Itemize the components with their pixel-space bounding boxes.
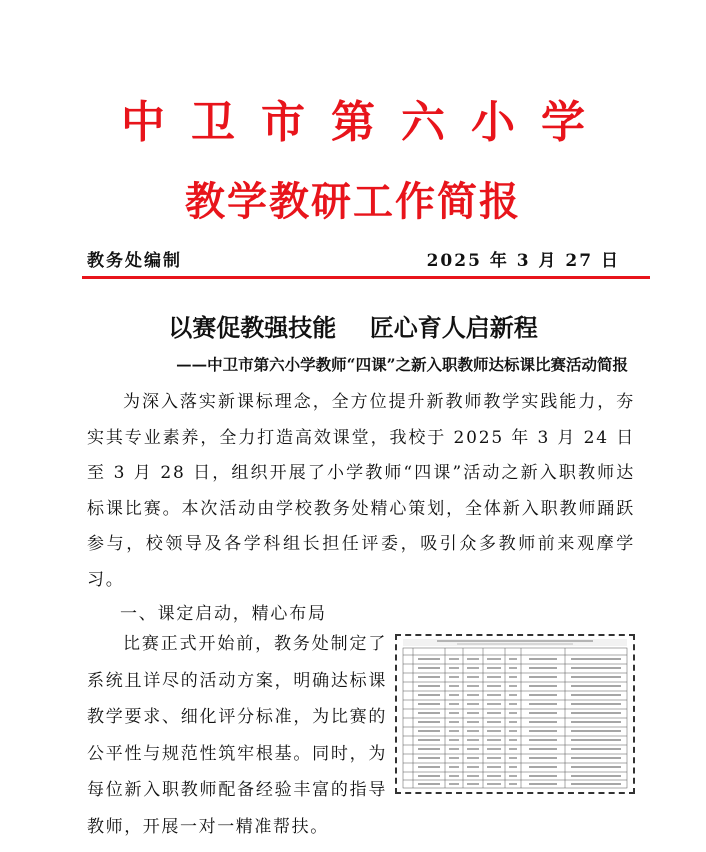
section-heading-1: 一、课定启动，精心布局 [120,604,327,624]
editor-label: 教务处编制 [87,251,182,271]
issue-date: 2025 年 3 月 27 日 [426,251,620,271]
article-subheadline: ——中卫市第六小学教师“四课”之新入职教师达标课比赛活动简报 [176,355,628,374]
bulletin-title: 教学教研工作简报 [185,178,521,225]
header-divider [82,276,650,279]
article-paragraph-1: 为深入落实新课标理念，全方位提升新教师教学实践能力，夯实其专业素养，全力打造高效课堂，我校于 2025 年 3 月 24 日至 3 月 28 日，组织开展了小学教师“四课”活动之新入职教师达标课比赛。本次活动由学校教务处精心策划，全体新入职教师踊跃参与，校领导及各学科组长担任评委，吸引众多教师前来观摩学习。 [87,392,635,590]
article-headline: 以赛促教强技能 匠心育人启新程 [168,313,538,342]
school-name: 中卫市第六小学 [121,97,611,148]
schedule-table-graphic [397,636,633,792]
article-paragraph-2: 比赛正式开始前，教务处制定了系统且详尽的活动方案，明确达标课教学要求、细化评分标准，为比赛的公平性与规范性筑牢根基。同时，为每位新入职教师配备经验丰富的指导教师，开展一对一精准帮扶。 [87,634,387,837]
schedule-table-image [395,634,635,794]
